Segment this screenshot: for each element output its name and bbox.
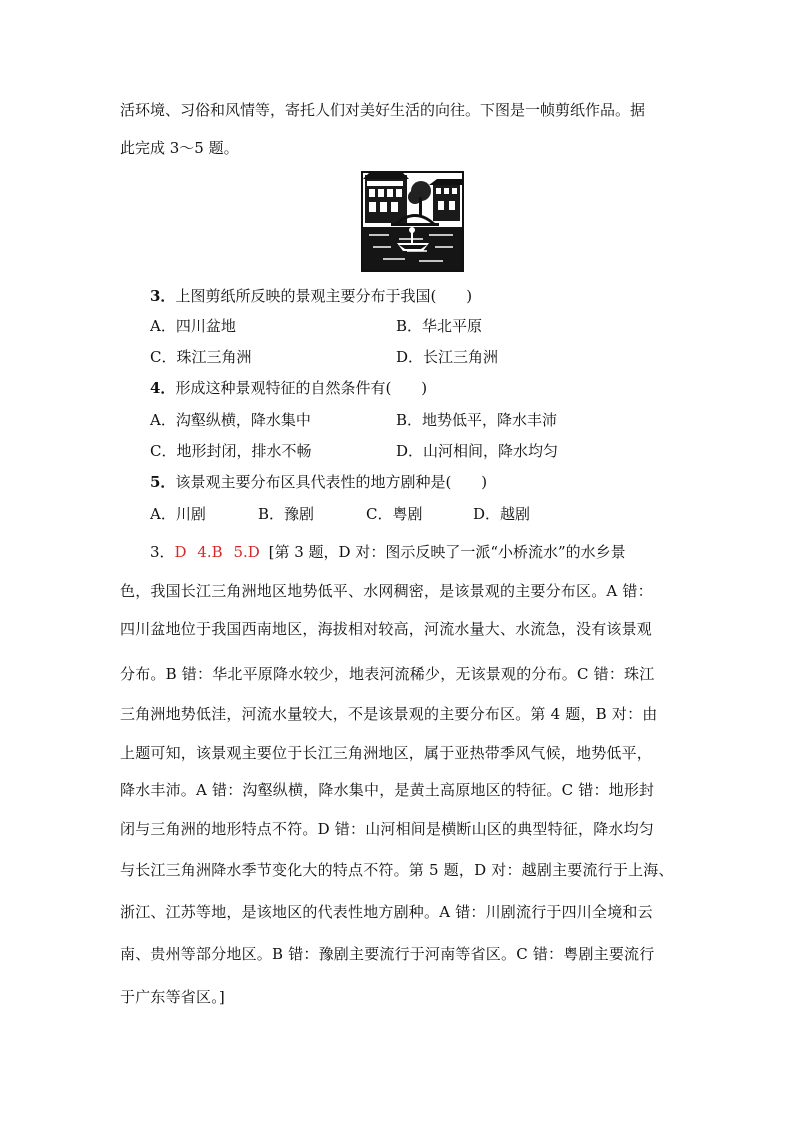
explanation-line: 四川盆地位于我国西南地区，海拔相对较高，河流水量大、水流急，没有该景观 [120, 620, 653, 638]
q3-option-c: C．珠江三角洲 [150, 348, 252, 366]
explanation-line: 上题可知，该景观主要位于长江三角洲地区，属于亚热带季风气候，地势低平， [120, 744, 653, 762]
q5-option-c: C．粤剧 [366, 505, 423, 523]
question-5 [150, 472, 487, 492]
question-3-number: 3． [150, 287, 176, 305]
q4-option-c: C．地形封闭，排水不畅 [150, 442, 312, 460]
intro-line-2: 此完成 3～5 题。 [120, 139, 239, 157]
q5-option-d: D．越剧 [473, 505, 531, 523]
paper-cut-water-town-icon [363, 173, 462, 270]
question-5-number: 5． [150, 473, 176, 491]
explanation-line: 与长江三角洲降水季节变化大的特点不符。第 5 题，D 对：越剧主要流行于上海、 [120, 861, 674, 879]
question-4 [150, 378, 427, 398]
explanation-line: 降水丰沛。A 错：沟壑纵横，降水集中，是黄土高原地区的特征。C 错：地形封 [120, 781, 655, 799]
explanation-line: 于广东等省区。] [120, 988, 225, 1006]
q4-option-b: B．地势低平，降水丰沛 [396, 411, 558, 429]
answer-3: 3．D [150, 543, 187, 561]
explanation-line: 色，我国长江三角洲地区地势低平、水网稠密，是该景观的主要分布区。A 错： [120, 582, 653, 600]
explanation-line: 分布。B 错：华北平原降水较少，地表河流稀少，无该景观的分布。C 错：珠江 [120, 665, 655, 683]
answer-explanation-start: [第 3 题，D 对：图示反映了一派“小桥流水”的水乡景 [268, 543, 626, 561]
question-5-stem: 该景观主要分布区具代表性的地方剧种是( ) [175, 473, 488, 491]
q5-option-a: A．川剧 [150, 505, 206, 523]
q3-option-b: B．华北平原 [396, 317, 483, 335]
explanation-line: 浙江、江苏等地，是该地区的代表性地方剧种。A 错：川剧流行于四川全境和云 [120, 903, 653, 921]
answer-4: 4.B [197, 543, 223, 561]
explanation-line: 南、贵州等部分地区。B 错：豫剧主要流行于河南等省区。C 错：粤剧主要流行 [120, 945, 655, 963]
question-4-stem: 形成这种景观特征的自然条件有( ) [175, 379, 428, 397]
q4-option-d: D．山河相间，降水均匀 [396, 442, 559, 460]
question-4-number: 4． [150, 379, 176, 397]
paper-cut-figure [361, 171, 464, 272]
answer-5: 5.D [233, 543, 260, 561]
explanation-line: 三角洲地势低洼，河流水量较大，不是该景观的主要分布区。第 4 题，B 对：由 [120, 705, 658, 723]
question-3 [150, 286, 472, 306]
q3-option-d: D．长江三角洲 [396, 348, 499, 366]
explanation-line: 闭与三角洲的地形特点不符。D 错：山河相间是横断山区的典型特征，降水均匀 [120, 820, 654, 838]
q3-option-a: A．四川盆地 [150, 317, 236, 335]
question-3-stem: 上图剪纸所反映的景观主要分布于我国( ) [175, 287, 473, 305]
q5-option-b: B．豫剧 [258, 505, 315, 523]
q4-option-a: A．沟壑纵横，降水集中 [150, 411, 311, 429]
answer-line [150, 542, 626, 562]
intro-line-1: 活环境、习俗和风情等，寄托人们对美好生活的向往。下图是一帧剪纸作品。据 [120, 101, 646, 119]
